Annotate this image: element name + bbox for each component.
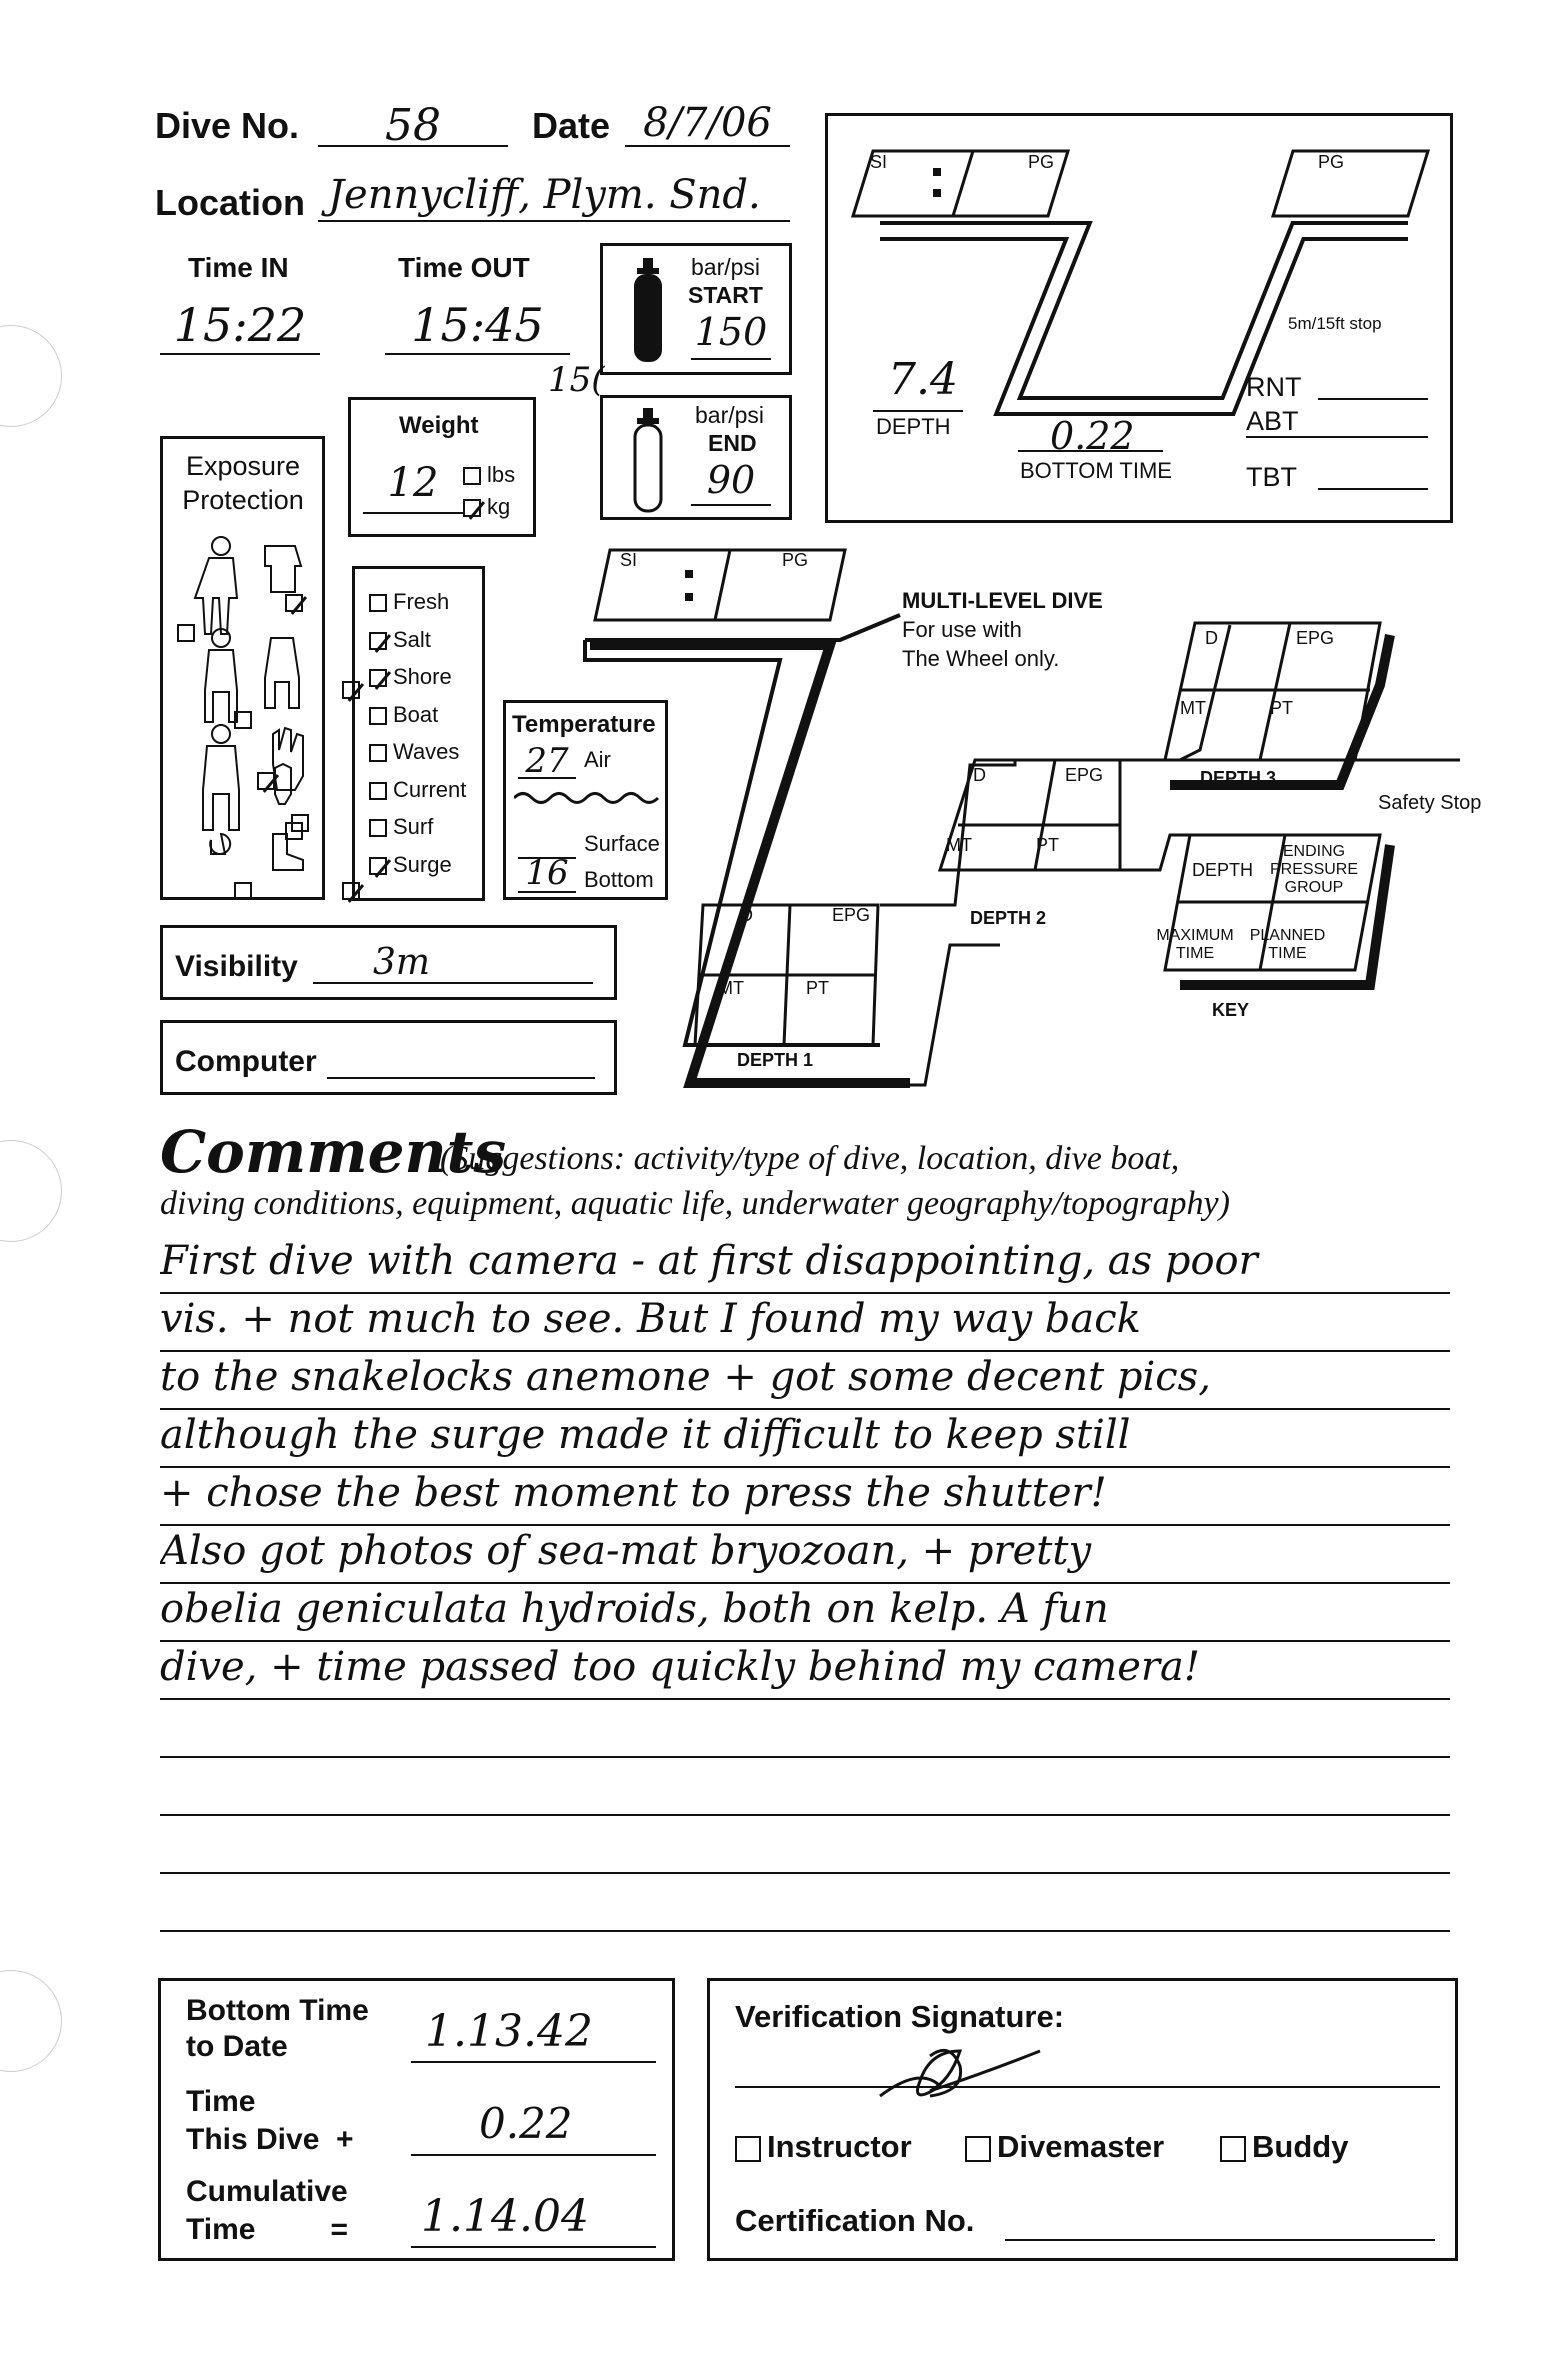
ml-sub1: For use with <box>902 617 1022 642</box>
condition-label: Surf <box>393 814 434 839</box>
d2-epg-label: EPG <box>1065 765 1104 785</box>
surface-label: Surface <box>584 831 660 856</box>
profile-stop-label: 5m/15ft stop <box>1288 314 1382 333</box>
profile-pg2-label: PG <box>1318 152 1345 172</box>
shorty-icon <box>265 546 301 592</box>
gloves-checkbox[interactable] <box>257 772 275 790</box>
d3-epg-label: EPG <box>1296 628 1335 648</box>
key-ending-label: ENDING PRESSURE GROUP <box>1270 843 1359 896</box>
end-field[interactable] <box>691 458 771 506</box>
condition-label: Fresh <box>393 589 450 614</box>
bottom-time-label-1: Bottom Time <box>186 1994 369 2027</box>
location-value: Jennycliff, Plym. Snd. <box>328 172 761 218</box>
profile-depth-value[interactable]: 7.4 <box>888 354 958 405</box>
visibility-label: Visibility <box>175 950 298 983</box>
condition-label: Boat <box>393 701 439 727</box>
ml-title: MULTI-LEVEL DIVE <box>902 588 1103 613</box>
air-temp-value: 27 <box>525 741 569 781</box>
comment-line[interactable]: Also got photos of sea-mat bryozoan, + pretty <box>160 1522 1450 1584</box>
binder-hole <box>0 325 62 427</box>
condition-label: Current <box>393 776 467 802</box>
conditions-list <box>369 589 466 889</box>
rnt-label: RNT <box>1246 372 1302 402</box>
multilevel-diagram <box>580 545 1500 1095</box>
key-planned-label: PLANNED TIME <box>1249 927 1326 962</box>
signature-mark <box>870 2036 1070 2111</box>
visibility-box <box>160 925 617 1000</box>
location-field[interactable] <box>318 172 790 222</box>
tank-end-box <box>600 395 792 520</box>
profile-pg-label: PG <box>1028 152 1055 172</box>
time-this-dive-field[interactable] <box>411 2099 656 2156</box>
full-suit-checkbox[interactable] <box>234 711 252 729</box>
kg-checkbox[interactable] <box>463 499 481 517</box>
date-label: Date <box>532 105 611 146</box>
divemaster-option[interactable] <box>965 2129 1164 2165</box>
comment-line[interactable]: First dive with camera - at first disappointing, as poor <box>160 1232 1450 1294</box>
computer-box <box>160 1020 617 1095</box>
comments-suggestion-2: diving conditions, equipment, aquatic life, underwater geography/topography) <box>160 1185 1230 1222</box>
bottom-time-to-date-field[interactable] <box>411 2006 656 2063</box>
gloves-icon <box>273 728 303 804</box>
computer-field[interactable] <box>327 1037 595 1079</box>
lbs-option[interactable] <box>463 462 515 488</box>
d1-pt-label: PT <box>806 978 830 998</box>
visibility-field[interactable] <box>313 942 593 984</box>
cumulative-label-2: Time = <box>186 2213 349 2246</box>
time-in-label: Time IN <box>188 252 289 283</box>
weight-value: 12 <box>387 460 439 506</box>
buddy-checkbox[interactable] <box>1220 2136 1246 2162</box>
instructor-label: Instructor <box>767 2129 912 2164</box>
temperature-label: Temperature <box>512 711 656 738</box>
comment-line[interactable]: to the snakelocks anemone + got some decent pics, <box>160 1348 1450 1410</box>
condition-label: Shore <box>393 664 452 689</box>
buddy-option[interactable] <box>1220 2129 1348 2165</box>
cumulative-label-1: Cumulative <box>186 2175 348 2208</box>
swimsuit-icon <box>195 537 237 634</box>
cert-label: Certification No. <box>735 2203 975 2238</box>
bottom-temp-field[interactable] <box>518 853 576 893</box>
d2-d-label: D <box>973 765 986 785</box>
condition-checkbox[interactable] <box>369 632 387 650</box>
profile-si-label: SI <box>870 152 888 172</box>
ml-sub2: The Wheel only. <box>902 646 1060 671</box>
exposure-protection-box <box>160 436 325 900</box>
key-max-label: MAXIMUM TIME <box>1156 927 1234 962</box>
cert-field[interactable] <box>1005 2199 1435 2241</box>
comment-line[interactable] <box>160 1754 1450 1816</box>
tank-empty-icon <box>631 406 665 516</box>
d2-pt-label: PT <box>1036 835 1060 855</box>
air-label: Air <box>584 747 611 772</box>
conditions-box <box>352 566 485 901</box>
start-value: 150 <box>694 310 768 354</box>
comments-title: Comments <box>160 1118 507 1186</box>
condition-checkbox[interactable] <box>369 819 387 837</box>
weight-box <box>348 397 536 537</box>
d3-mt-label: MT <box>1180 698 1206 718</box>
bottom-time-label-2: to Date <box>186 2030 288 2063</box>
instructor-checkbox[interactable] <box>735 2136 761 2162</box>
time-this-dive-label <box>186 2083 354 2159</box>
bottom-label: Bottom <box>584 867 654 892</box>
comment-line[interactable]: dive, + time passed too quickly behind my camera! <box>160 1638 1450 1700</box>
comments-suggestion-1: (Suggestions: activity/type of dive, location, dive boat, <box>440 1140 1180 1177</box>
d3-d-label: D <box>1205 628 1218 648</box>
totals-box <box>158 1978 675 2261</box>
condition-option[interactable] <box>369 664 466 702</box>
ml-pg-label: PG <box>782 550 809 570</box>
comment-line[interactable]: although the surge made it difficult to keep still <box>160 1406 1450 1468</box>
comment-line[interactable] <box>160 1696 1450 1758</box>
time-in-value: 15:22 <box>173 298 307 352</box>
ml-si-label: SI <box>620 550 638 570</box>
key-depth-label: DEPTH <box>1192 860 1254 880</box>
condition-checkbox[interactable] <box>369 857 387 875</box>
bottom-time-to-date-value: 1.13.42 <box>425 2006 593 2057</box>
swimsuit-checkbox[interactable] <box>177 624 195 642</box>
verification-box <box>707 1978 1458 2261</box>
binder-hole <box>0 1140 62 1242</box>
key-label: KEY <box>1212 1000 1250 1020</box>
tbt-field[interactable] <box>1318 468 1428 490</box>
start-label: START <box>688 282 763 308</box>
condition-checkbox[interactable] <box>369 744 387 762</box>
abt-field[interactable] <box>1246 416 1428 438</box>
profile-depth-label: DEPTH <box>876 414 951 439</box>
depth1-label: DEPTH 1 <box>737 1050 814 1070</box>
bottom-time-to-date-label <box>186 1993 369 2065</box>
shorty-checkbox[interactable] <box>285 594 303 612</box>
start-unit: bar/psi <box>691 254 761 280</box>
dive-no-label: Dive No. <box>155 105 300 146</box>
exposure-title-1: Exposure <box>185 451 301 481</box>
weight-field[interactable] <box>363 460 463 514</box>
profile-bottom-time-value[interactable]: 0.22 <box>1050 414 1135 458</box>
depth3-label: DEPTH 3 <box>1200 768 1277 788</box>
divemaster-checkbox[interactable] <box>965 2136 991 2162</box>
profile-bottom-time-label: BOTTOM TIME <box>1020 458 1172 483</box>
exposure-title-2: Protection <box>182 485 304 515</box>
time-this-dive-value: 0.22 <box>479 2099 573 2148</box>
end-value: 90 <box>706 458 756 502</box>
condition-option[interactable] <box>369 814 466 852</box>
end-unit: bar/psi <box>695 402 765 428</box>
condition-label: Surge <box>393 851 452 877</box>
kg-label: kg <box>487 494 511 519</box>
comment-line[interactable]: obelia geniculata hydroids, both on kelp. A fun <box>160 1580 1450 1642</box>
d1-mt-label: MT <box>718 978 744 998</box>
comment-line[interactable]: + chose the best moment to press the shutter! <box>160 1464 1450 1526</box>
start-field[interactable] <box>691 310 771 360</box>
condition-option[interactable] <box>369 627 466 665</box>
tank-full-icon <box>631 256 665 366</box>
time-out-value: 15:45 <box>411 298 544 352</box>
condition-option[interactable] <box>369 739 466 777</box>
dive-no-field[interactable] <box>318 100 508 151</box>
comment-line[interactable]: vis. + not much to see. But I found my way back <box>160 1290 1450 1352</box>
divemaster-label: Divemaster <box>997 2129 1165 2164</box>
d2-mt-label: MT <box>946 835 972 855</box>
hood-small-checkbox[interactable] <box>234 882 252 900</box>
depth2-label: DEPTH 2 <box>970 908 1047 928</box>
location-label: Location <box>155 182 305 223</box>
this-dive-label-1: Time <box>186 2085 256 2118</box>
buddy-label: Buddy <box>1252 2129 1349 2164</box>
condition-checkbox[interactable] <box>369 707 387 725</box>
binder-hole <box>0 1970 62 2072</box>
condition-option[interactable] <box>369 777 466 815</box>
abt-label: ABT <box>1246 406 1299 436</box>
condition-option[interactable] <box>369 702 466 740</box>
date-field[interactable] <box>625 100 790 147</box>
cumulative-time-value: 1.14.04 <box>421 2191 589 2242</box>
condition-checkbox[interactable] <box>369 782 387 800</box>
d3-pt-label: PT <box>1270 698 1294 718</box>
time-out-label: Time OUT <box>398 252 530 283</box>
safety-stop-label: Safety Stop <box>1378 792 1482 814</box>
rnt-field[interactable] <box>1318 378 1428 400</box>
this-dive-label-2: This Dive + <box>186 2123 354 2156</box>
d1-d-label: D <box>740 905 753 925</box>
cumulative-time-field[interactable] <box>411 2191 656 2248</box>
kg-option[interactable] <box>463 494 510 520</box>
condition-label: Waves <box>393 739 460 764</box>
mitts-checkbox[interactable] <box>285 822 303 840</box>
verification-label: Verification Signature: <box>735 1999 1065 2034</box>
date-value: 8/7/06 <box>643 100 772 146</box>
signature-field[interactable] <box>735 2041 1440 2088</box>
bottom-temp-value: 16 <box>525 853 569 893</box>
time-in-field[interactable] <box>160 298 320 355</box>
cumulative-time-label <box>186 2173 348 2249</box>
d1-epg-label: EPG <box>832 905 871 925</box>
time-out-field[interactable] <box>385 298 570 355</box>
computer-label: Computer <box>175 1045 317 1078</box>
instructor-option[interactable] <box>735 2129 912 2165</box>
condition-checkbox[interactable] <box>369 669 387 687</box>
condition-option[interactable] <box>369 589 466 627</box>
dive-profile-box <box>825 113 1453 523</box>
visibility-value: 3m <box>373 942 431 983</box>
air-temp-field[interactable] <box>518 741 576 779</box>
lbs-checkbox[interactable] <box>463 467 481 485</box>
tank-start-box <box>600 243 792 375</box>
stray-mark: 15( <box>548 360 605 400</box>
weight-label: Weight <box>399 412 479 439</box>
end-label: END <box>708 430 757 456</box>
condition-label: Salt <box>393 626 431 652</box>
dive-no-value: 58 <box>385 100 441 151</box>
comment-line[interactable] <box>160 1870 1450 1932</box>
comment-line[interactable] <box>160 1812 1450 1874</box>
condition-option[interactable] <box>369 852 466 890</box>
lbs-label: lbs <box>487 462 516 487</box>
condition-checkbox[interactable] <box>369 594 387 612</box>
tbt-label: TBT <box>1246 462 1297 492</box>
